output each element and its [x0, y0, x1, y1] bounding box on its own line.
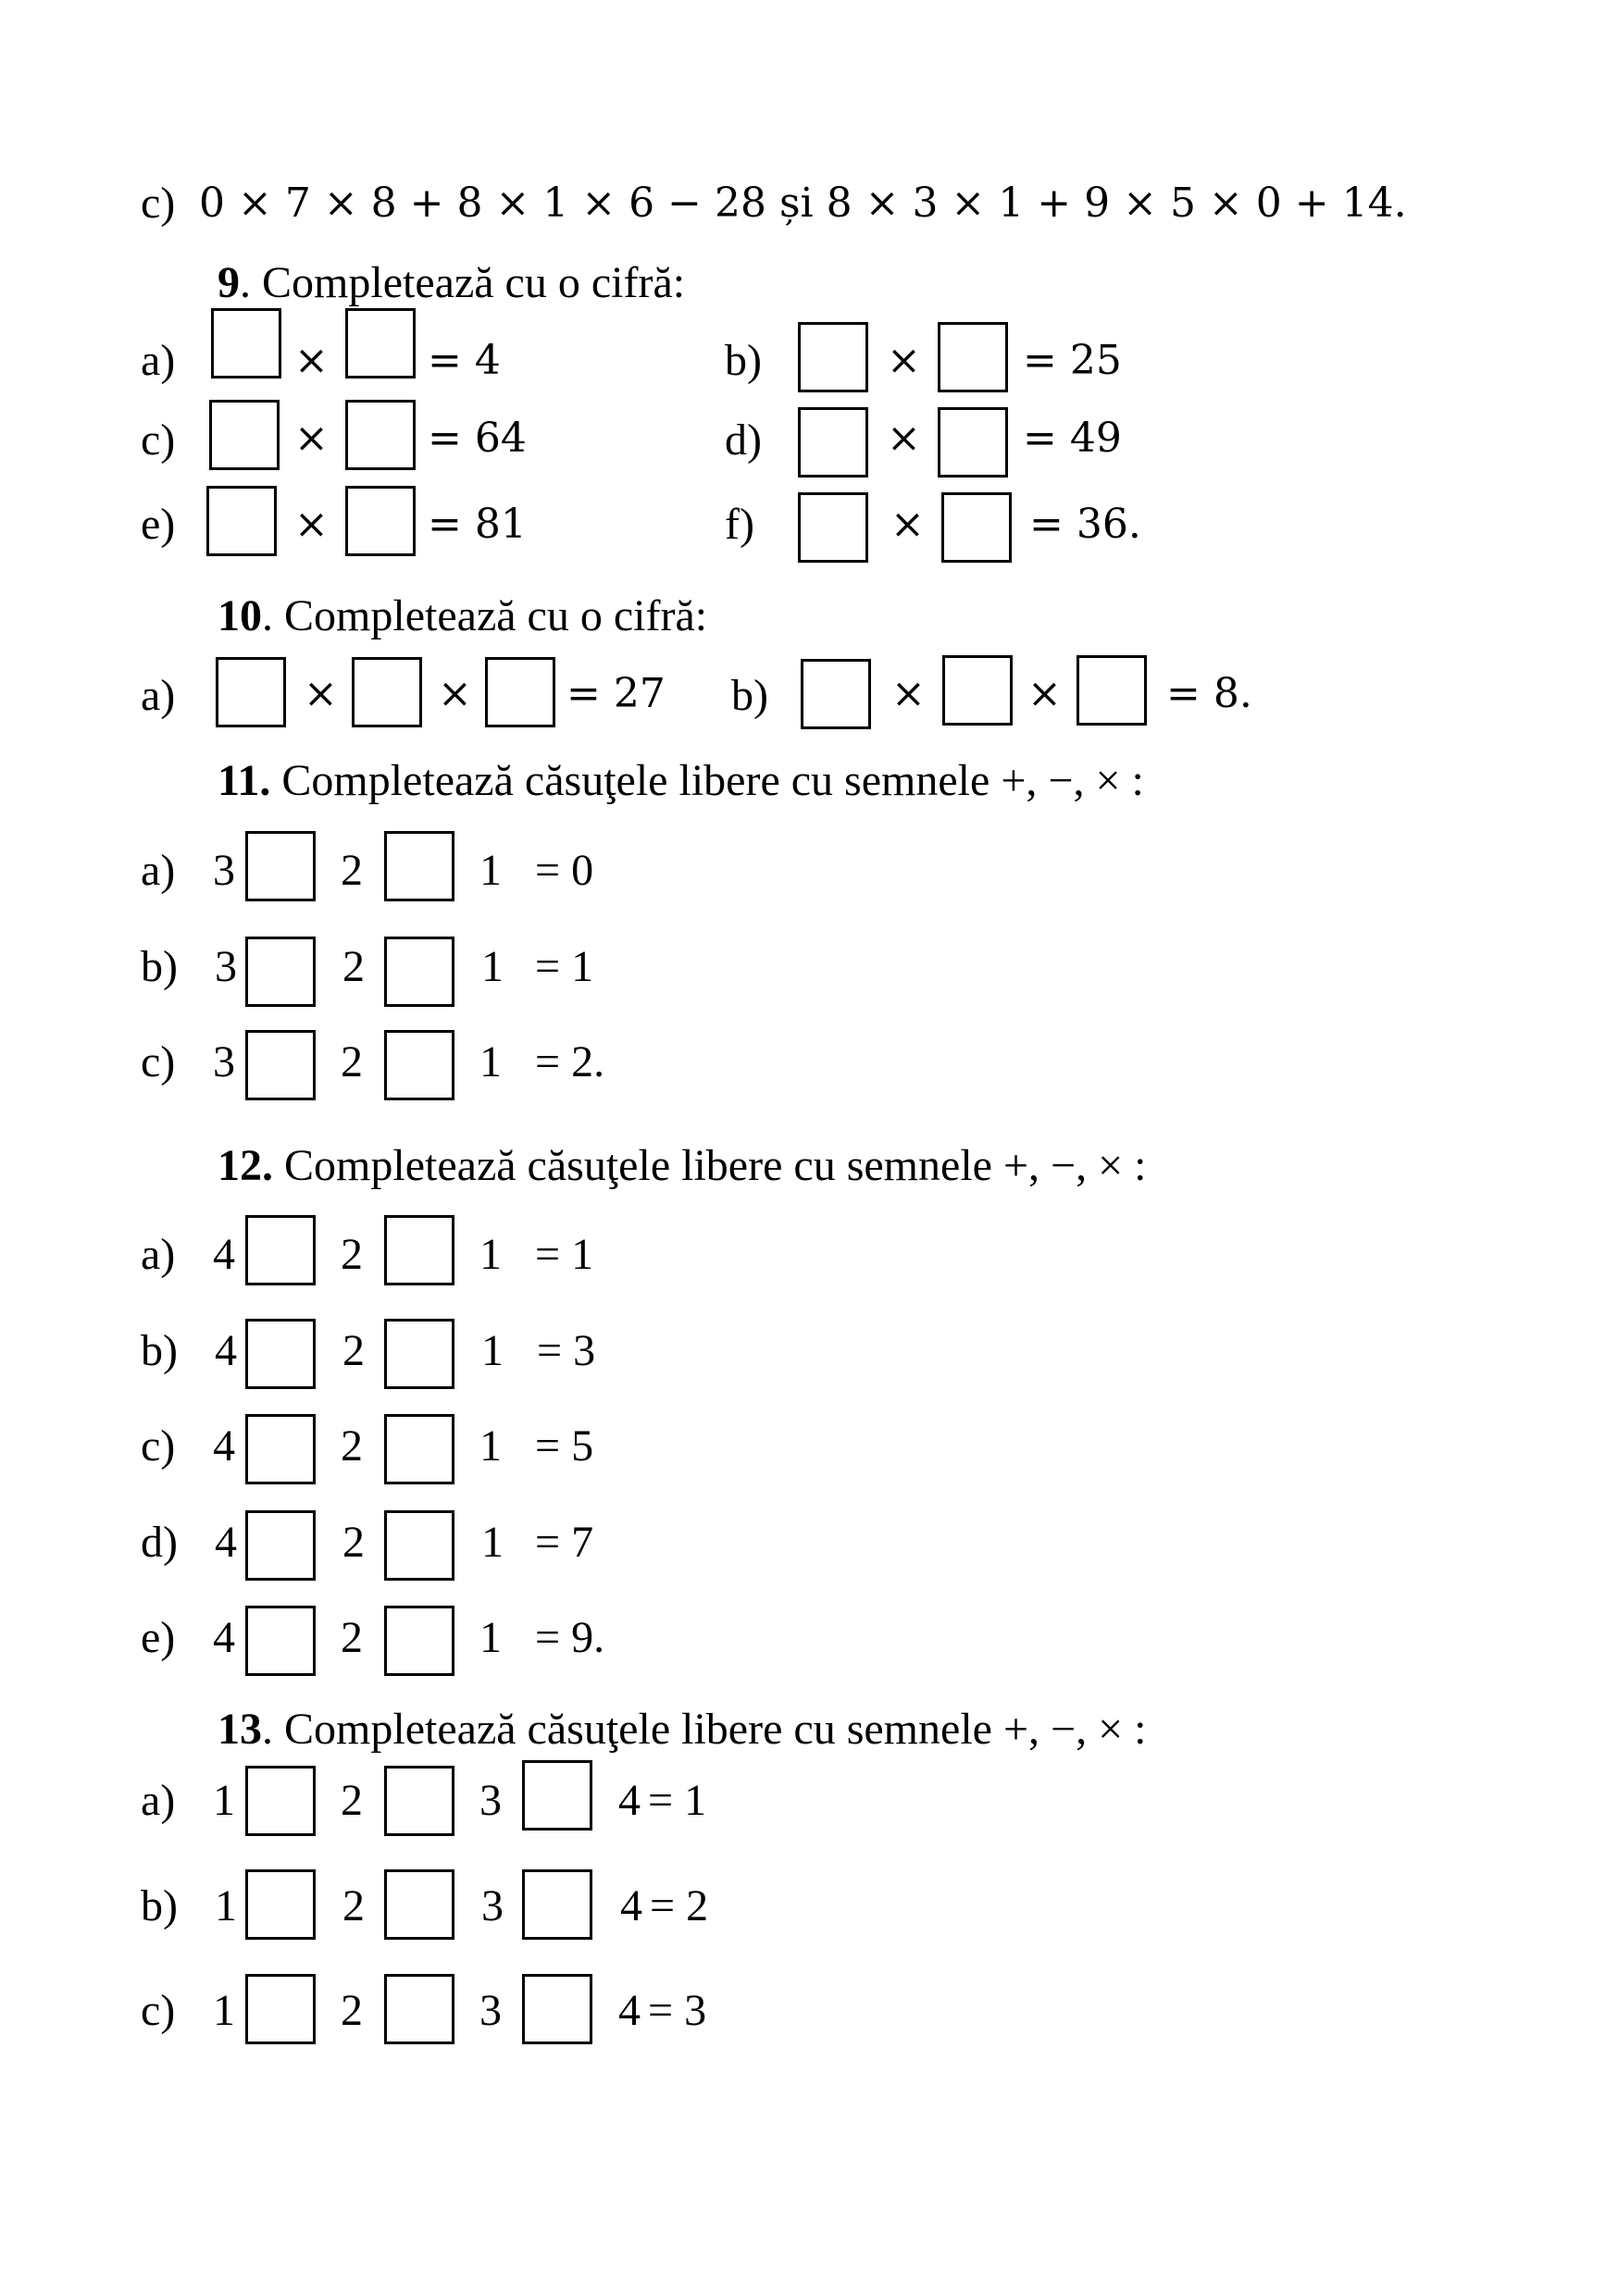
ex12-b-box-1[interactable]: [245, 1319, 316, 1389]
ex9-d-op: ×: [887, 415, 921, 462]
ex9-a-op: ×: [294, 337, 329, 384]
ex12-e-n3: 1: [479, 1613, 502, 1662]
ex13-b-n1: 1: [215, 1881, 237, 1930]
ex13-b-result: = 2: [650, 1881, 709, 1930]
ex11-b-n2: 2: [342, 942, 365, 991]
ex11-c-label: c): [141, 1037, 176, 1086]
ex11-b-box-1[interactable]: [245, 937, 316, 1007]
ex11-a-n3: 1: [479, 846, 502, 895]
ex12-c-result: = 5: [535, 1421, 594, 1471]
ex10-b-op-2: ×: [1027, 670, 1062, 717]
ex12-b-n2: 2: [342, 1326, 365, 1375]
ex13-a-result: = 1: [648, 1776, 707, 1825]
ex12-e-result: = 9.: [535, 1613, 605, 1662]
ex11-c-n1: 3: [213, 1037, 235, 1086]
ex12-b-n1: 4: [215, 1326, 237, 1375]
ex12-d-box-1[interactable]: [245, 1510, 316, 1581]
ex13-a-n1: 1: [213, 1776, 235, 1825]
ex12-a-n2: 2: [341, 1230, 363, 1279]
ex10-a-box-3[interactable]: [485, 657, 555, 727]
ex13-a-label: a): [141, 1776, 176, 1825]
ex10-a-box-2[interactable]: [352, 657, 422, 727]
ex12-a-n1: 4: [213, 1230, 235, 1279]
ex13-c-n2: 2: [341, 1986, 363, 2035]
ex12-a-label: a): [141, 1230, 176, 1279]
ex9-f-op: ×: [890, 501, 925, 548]
ex12-d-n3: 1: [481, 1518, 504, 1567]
ex11-c-n3: 1: [479, 1037, 502, 1086]
ex13-c-n3: 3: [479, 1986, 502, 2035]
ex12-b-n3: 1: [481, 1326, 504, 1375]
ex11-a-label: a): [141, 846, 176, 895]
ex9-e-op: ×: [294, 501, 329, 548]
ex12-a-box-2[interactable]: [384, 1215, 454, 1285]
ex12-b-result: = 3: [537, 1326, 596, 1375]
ex9-a-box-1[interactable]: [211, 308, 281, 379]
ex12-heading: [218, 1141, 1147, 1190]
ex12-a-result: = 1: [535, 1230, 594, 1279]
ex12-e-n2: 2: [341, 1613, 363, 1662]
ex13-c-n1: 1: [213, 1986, 235, 2035]
ex11-b-n3: 1: [481, 942, 504, 991]
ex10-heading: [218, 591, 708, 640]
ex13-b-n3: 3: [481, 1881, 504, 1930]
ex12-c-n1: 4: [213, 1421, 235, 1471]
ex10-b-op-1: ×: [891, 670, 926, 717]
ex12-b-box-2[interactable]: [384, 1319, 454, 1389]
ex12-number: 12.: [218, 1141, 273, 1190]
ex13-a-n2: 2: [341, 1776, 363, 1825]
ex11-c-box-2[interactable]: [384, 1030, 454, 1100]
ex8-c-expression: 0 × 7 × 8 + 8 × 1 × 6 − 28 și 8 × 3 × 1 + 9 × 5 × 0 + 14.: [199, 180, 1407, 227]
ex9-b-op: ×: [887, 337, 921, 384]
ex13-c-box-3[interactable]: [522, 1974, 592, 2044]
ex11-c-result: = 2.: [535, 1037, 605, 1086]
ex13-b-box-3[interactable]: [522, 1869, 592, 1940]
ex9-b-box-1[interactable]: [798, 322, 868, 392]
ex12-d-label: d): [141, 1518, 178, 1567]
ex9-f-box-2[interactable]: [941, 492, 1012, 563]
ex9-f-result: = 36.: [1029, 501, 1141, 548]
ex11-a-box-2[interactable]: [384, 831, 454, 901]
ex13-a-n3: 3: [479, 1776, 502, 1825]
ex13-c-result: = 3: [648, 1986, 707, 2035]
ex10-number: 10: [218, 591, 262, 640]
ex13-c-label: c): [141, 1986, 176, 2035]
ex13-a-n4: 4: [618, 1776, 641, 1825]
ex10-a-result: = 27: [566, 670, 666, 717]
ex13-b-n4: 4: [620, 1881, 642, 1930]
ex9-c-box-2[interactable]: [345, 400, 416, 470]
ex9-f-label: f): [725, 500, 754, 549]
ex9-e-result: = 81: [428, 501, 527, 548]
ex9-title: . Completează cu o cifră:: [240, 258, 686, 307]
ex11-c-box-1[interactable]: [245, 1030, 316, 1100]
ex12-c-n3: 1: [479, 1421, 502, 1471]
ex13-a-box-1[interactable]: [245, 1766, 316, 1836]
ex11-title: Completează căsuţele libere cu semnele +, −, × :: [270, 756, 1144, 805]
ex13-b-box-1[interactable]: [245, 1869, 316, 1940]
ex13-heading: [218, 1707, 1147, 1752]
ex9-e-box-2[interactable]: [345, 486, 416, 556]
ex9-f-box-1[interactable]: [798, 492, 868, 563]
ex9-e-label: e): [141, 500, 176, 549]
ex12-d-n1: 4: [215, 1518, 237, 1567]
ex9-a-result: = 4: [428, 337, 501, 384]
ex12-title: Completează căsuţele libere cu semnele +, −, × :: [273, 1141, 1147, 1190]
ex11-b-label: b): [141, 942, 178, 991]
ex9-d-result: = 49: [1023, 415, 1122, 462]
ex13-a-box-3[interactable]: [522, 1760, 592, 1831]
ex13-b-box-2[interactable]: [384, 1869, 454, 1940]
ex10-title: . Completează cu o cifră:: [262, 591, 708, 640]
ex11-a-n1: 3: [213, 846, 235, 895]
ex10-a-box-1[interactable]: [216, 657, 286, 727]
ex9-d-box-2[interactable]: [938, 407, 1008, 478]
ex13-number: 13: [218, 1705, 262, 1754]
ex13-title: . Completează căsuţele libere cu semnele +, −, × :: [262, 1705, 1147, 1754]
ex12-b-label: b): [141, 1326, 178, 1375]
ex12-e-n1: 4: [213, 1613, 235, 1662]
ex9-b-result: = 25: [1023, 337, 1122, 384]
ex9-a-box-2[interactable]: [345, 308, 416, 379]
ex9-c-result: = 64: [428, 415, 527, 462]
ex8-c-label: c): [141, 179, 176, 228]
ex10-a-op-1: ×: [304, 670, 338, 717]
ex10-b-box-2[interactable]: [942, 655, 1013, 726]
ex12-d-box-2[interactable]: [384, 1510, 454, 1581]
ex9-b-box-2[interactable]: [938, 322, 1008, 392]
ex10-b-box-1[interactable]: [801, 659, 871, 729]
ex9-d-label: d): [725, 416, 762, 465]
ex9-heading: [218, 258, 686, 307]
ex11-a-box-1[interactable]: [245, 831, 316, 901]
ex12-d-result: = 7: [535, 1518, 594, 1567]
ex13-c-n4: 4: [618, 1986, 641, 2035]
ex9-b-label: b): [725, 336, 762, 385]
ex10-b-label: b): [731, 671, 768, 720]
ex12-d-n2: 2: [342, 1518, 365, 1567]
ex12-e-box-2[interactable]: [384, 1606, 454, 1676]
ex12-e-label: e): [141, 1613, 176, 1662]
ex11-number: 11.: [218, 756, 271, 805]
ex11-b-result: = 1: [535, 942, 594, 991]
ex12-c-label: c): [141, 1421, 176, 1471]
ex12-c-box-1[interactable]: [245, 1414, 316, 1484]
ex13-a-box-2[interactable]: [384, 1766, 454, 1836]
ex9-a-label: a): [141, 336, 176, 385]
ex12-a-n3: 1: [479, 1230, 502, 1279]
ex13-b-label: b): [141, 1881, 178, 1930]
ex13-c-box-2[interactable]: [384, 1974, 454, 2044]
ex9-e-box-1[interactable]: [206, 486, 277, 556]
ex11-c-n2: 2: [341, 1037, 363, 1086]
ex11-b-box-2[interactable]: [384, 937, 454, 1007]
ex10-b-result: = 8.: [1166, 670, 1252, 717]
ex9-c-box-1[interactable]: [209, 400, 280, 470]
ex12-c-box-2[interactable]: [384, 1414, 454, 1484]
ex12-c-n2: 2: [341, 1421, 363, 1471]
ex10-b-box-3[interactable]: [1077, 655, 1147, 726]
ex10-a-label: a): [141, 671, 176, 720]
ex11-b-n1: 3: [215, 942, 237, 991]
ex13-b-n2: 2: [342, 1881, 365, 1930]
ex11-heading: [218, 756, 1144, 805]
ex10-a-op-2: ×: [438, 670, 472, 717]
ex11-a-n2: 2: [341, 846, 363, 895]
ex11-a-result: = 0: [535, 846, 594, 895]
ex9-c-op: ×: [294, 415, 329, 462]
ex9-c-label: c): [141, 416, 176, 465]
ex12-e-box-1[interactable]: [245, 1606, 316, 1676]
ex9-d-box-1[interactable]: [798, 407, 868, 478]
ex9-number: 9: [218, 258, 240, 307]
ex12-a-box-1[interactable]: [245, 1215, 316, 1285]
ex13-c-box-1[interactable]: [245, 1974, 316, 2044]
